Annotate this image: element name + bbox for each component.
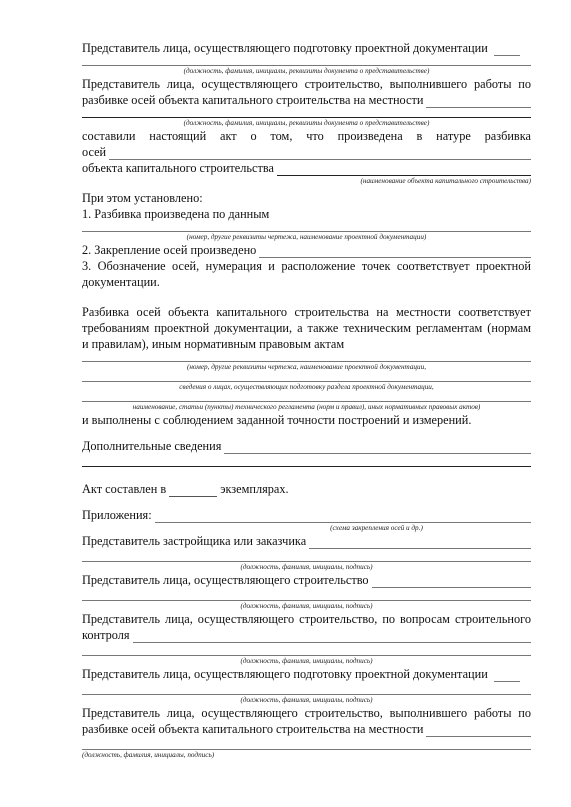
builder-rep-short-field[interactable] — [426, 95, 531, 108]
control-field[interactable] — [133, 630, 531, 643]
additional-field-2[interactable] — [82, 454, 531, 467]
additional-field[interactable] — [224, 441, 531, 454]
designer-rep-short-field[interactable] — [494, 43, 520, 56]
attachments-row — [82, 507, 531, 523]
drawing-data-caption: (номер, другие реквизиты чертежа, наименование проектной документации) — [186, 233, 427, 241]
builder-rep-field[interactable] — [82, 108, 531, 118]
developer-caption: (должность, фамилия, инициалы, подпись) — [240, 563, 373, 571]
builder-sign-row — [82, 572, 531, 588]
established-item2: 2. Закрепление осей произведено — [82, 243, 257, 257]
act-intro-line1: составили настоящий акт о том, что произведена в натуре разбивка — [82, 129, 531, 143]
builder-rep-caption: (должность, фамилия, инициалы, реквизиты документа о представительстве) — [183, 119, 430, 127]
developer-field[interactable] — [309, 536, 531, 549]
established-item3-line1: 3. Обозначение осей, нумерация и расположение точек соответствует проектной — [82, 259, 531, 273]
object-field[interactable] — [277, 163, 531, 176]
copies-prefix: Акт составлен в — [82, 482, 167, 496]
control-caption: (должность, фамилия, инициалы, подпись) — [240, 657, 373, 665]
designer-rep-label: Представитель лица, осуществляющего подготовку проектной документации — [82, 41, 488, 55]
additional-row — [82, 438, 531, 454]
axes-field[interactable] — [109, 147, 531, 160]
designer-sign-row — [82, 666, 531, 682]
staking-label-line2: разбивке осей объекта капитального строительства на местности — [82, 722, 424, 736]
developer-row — [82, 533, 531, 549]
designer-rep-row — [82, 40, 531, 56]
act-intro-line3: объекта капитального строительства — [82, 161, 274, 175]
compliance-closing: и выполнены с соблюдением заданной точности построений и измерений. — [82, 413, 472, 427]
compliance-field-3[interactable] — [82, 392, 531, 402]
staking-row — [82, 721, 531, 737]
fixing-row — [82, 242, 531, 258]
established-item1: 1. Разбивка произведена по данным — [82, 207, 270, 221]
compliance-field-2[interactable] — [82, 372, 531, 382]
staking-caption: (должность, фамилия, инициалы, подпись) — [82, 751, 215, 759]
designer-sign-field[interactable] — [82, 682, 531, 695]
act-document — [82, 40, 531, 760]
compliance-caption-2: сведения о лицах, осуществляющих подготовку раздела проектной документации, — [179, 383, 434, 391]
builder-sign-field-2[interactable] — [82, 588, 531, 601]
builder-sign-caption: (должность, фамилия, инициалы, подпись) — [240, 602, 373, 610]
builder-rep-line1: Представитель лица, осуществляющего строительство, выполнившего работы по — [82, 77, 531, 91]
attachments-caption: (схема закрепления осей и др.) — [330, 524, 423, 532]
compliance-caption-3: наименование, статьи (пункты) технического регламента (норм и правил), иных нормативных правовых актов) — [132, 403, 481, 411]
developer-label: Представитель застройщика или заказчика — [82, 534, 307, 548]
control-label-line2: контроля — [82, 628, 130, 642]
control-label-line1: Представитель лица, осуществляющего строительство, по вопросам строительного — [82, 612, 531, 626]
designer-rep-field[interactable] — [82, 56, 531, 66]
attachments-field[interactable] — [155, 510, 531, 523]
act-intro-line2: осей — [82, 145, 107, 159]
designer-rep-caption: (должность, фамилия, инициалы, реквизиты документа о представительстве) — [183, 67, 430, 75]
attachments-label: Приложения: — [82, 508, 152, 522]
builder-sign-field[interactable] — [372, 575, 531, 588]
control-sign-field[interactable] — [82, 643, 531, 656]
compliance-line3: и правилам), иным нормативным правовым актам — [82, 337, 345, 351]
object-row — [82, 160, 531, 176]
staking-label-line1: Представитель лица, осуществляющего строительство, выполнившего работы по — [82, 706, 531, 720]
designer-sign-label: Представитель лица, осуществляющего подготовку проектной документации — [82, 667, 488, 681]
copies-count-field[interactable] — [169, 484, 217, 497]
compliance-line1: Разбивка осей объекта капитального строительства на местности соответствует — [82, 305, 531, 319]
additional-label: Дополнительные сведения — [82, 439, 222, 453]
copies-suffix: экземплярах. — [220, 482, 289, 496]
established-item3-line2: документации. — [82, 275, 160, 289]
established-heading: При этом установлено: — [82, 191, 203, 205]
axes-row — [82, 144, 531, 160]
staking-sign-field[interactable] — [82, 737, 531, 750]
staking-field[interactable] — [426, 724, 531, 737]
compliance-caption-1: (номер, другие реквизиты чертежа, наименование проектной документации, — [186, 363, 427, 371]
builder-rep-line2: разбивке осей объекта капитального строительства на местности — [82, 93, 424, 107]
compliance-line2: требованиям проектной документации, а также техническим регламентам (нормам — [82, 321, 531, 335]
fixing-field[interactable] — [259, 245, 531, 258]
copies-line — [82, 481, 531, 497]
drawing-data-field[interactable] — [82, 222, 531, 232]
developer-sign-field[interactable] — [82, 549, 531, 562]
control-row — [82, 627, 531, 643]
designer-sign-short-field[interactable] — [494, 669, 520, 682]
builder-sign-label: Представитель лица, осуществляющего строительство — [82, 573, 369, 587]
builder-rep-row — [82, 92, 531, 108]
designer-sign-caption: (должность, фамилия, инициалы, подпись) — [240, 696, 373, 704]
compliance-field-1[interactable] — [82, 352, 531, 362]
object-caption: (наименование объекта капитального строительства) — [360, 177, 531, 185]
